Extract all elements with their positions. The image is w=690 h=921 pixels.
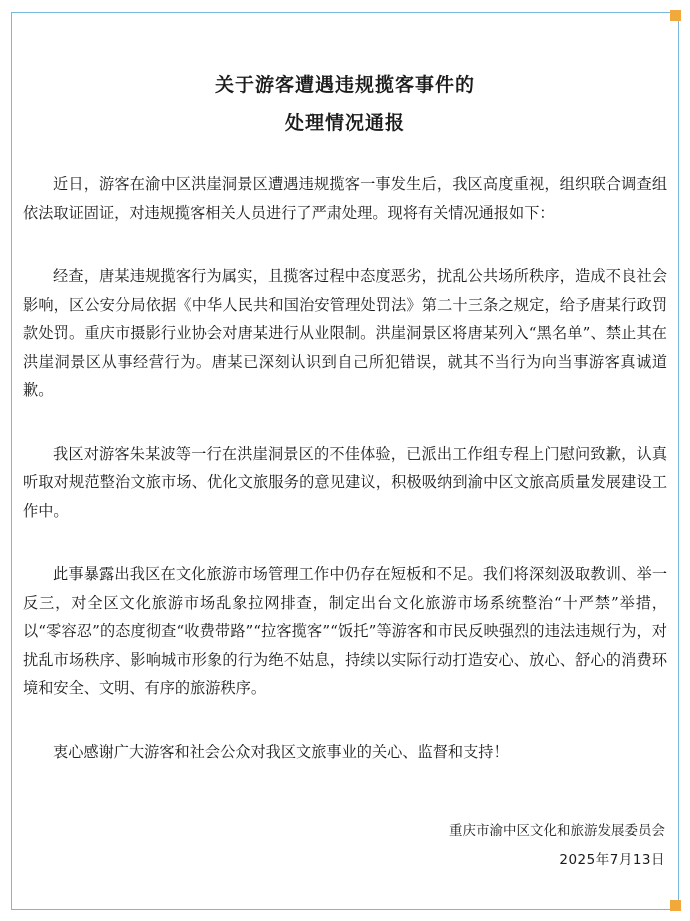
paragraph-thanks: 衷心感谢广大游客和社会公众对我区文旅事业的关心、监督和支持！ — [53, 742, 509, 761]
notice-title-line-1: 关于游客遭遇违规揽客事件的 — [214, 74, 475, 96]
paragraph-investigation: 经查，唐某违规揽客行为属实，且揽客过程中态度恶劣，扰乱公共场所秩序，造成不良社会影响，区公安分局依据《中华人民共和国治安管理处罚法》第二十三条之规定，给予唐某行政罚款处罚。重庆市摄影行业协会对唐某进行从业限制。洪崖洞景区将唐某列入“黑名单”、禁止其在洪崖洞景区从事经营行为。唐某已深刻认识到自己所犯错误，就其不当行为向当事游客真诚道歉。 — [23, 267, 667, 399]
notice-body — [23, 170, 667, 801]
corner-mark-bottom-right — [670, 900, 681, 911]
paragraph-apology: 我区对游客朱某波等一行在洪崖洞景区的不佳体验，已派出工作组专程上门慰问致歉，认真听取对规范整治文旅市场、优化文旅服务的意见建议，积极吸纳到渝中区文旅高质量发展建设工作中。 — [23, 444, 667, 520]
paragraph-intro: 近日，游客在渝中区洪崖洞景区遭遇违规揽客一事发生后，我区高度重视，组织联合调查组依法取证固证，对违规揽客相关人员进行了严肃处理。现将有关情况通报如下： — [23, 175, 667, 222]
corner-mark-top-right — [670, 10, 681, 21]
issuer-signature: 重庆市渝中区文化和旅游发展委员会 — [449, 823, 665, 839]
issue-date: 2025年7月13日 — [559, 852, 665, 868]
notice-title-line-2: 处理情况通报 — [284, 112, 405, 134]
paragraph-rectification: 此事暴露出我区在文化旅游市场管理工作中仍存在短板和不足。我们将深刻汲取教训、举一反三，对全区文化旅游市场乱象拉网排查，制定出台文化旅游市场系统整治“十严禁”举措，以“零容忍”的态度彻查“收费带路”“拉客揽客”“饭托”等游客和市民反映强烈的违法违规行为，对扰乱市场秩序、影响城市形象的行为绝不姑息，持续以实际行动打造安心、放心、舒心的消费环境和安全、文明、有序的旅游秩序。 — [23, 565, 667, 697]
